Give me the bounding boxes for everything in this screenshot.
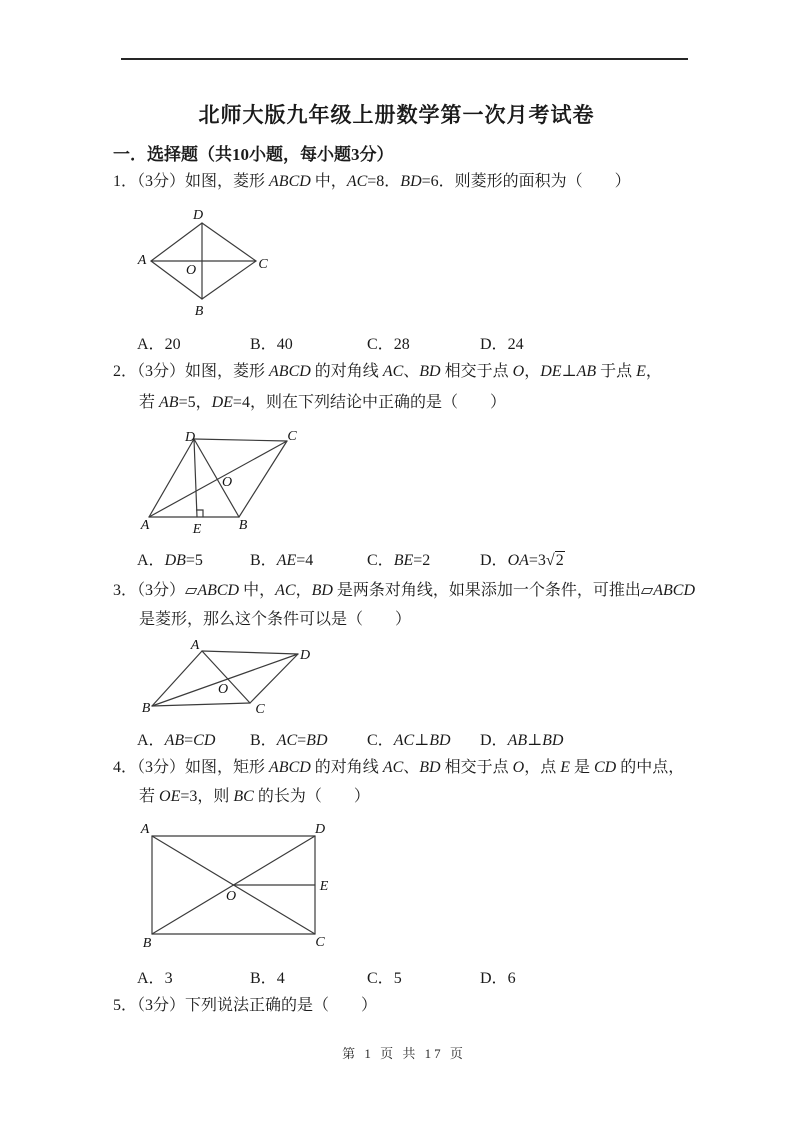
option-value: 4 bbox=[276, 970, 285, 987]
option-label: A． bbox=[137, 732, 165, 749]
question-3-option-b bbox=[250, 727, 328, 750]
option-value: AC⊥BD bbox=[393, 732, 451, 749]
svg-text:D: D bbox=[192, 208, 204, 223]
svg-text:A: A bbox=[137, 253, 147, 268]
question-4-figure-rectangle bbox=[140, 820, 335, 952]
question-4-text-line-2: 若 OE=3，则 BC 的长为（ ） bbox=[139, 788, 370, 805]
question-4-option-c bbox=[367, 965, 402, 988]
svg-text:O: O bbox=[225, 889, 237, 904]
option-value: DB=5 bbox=[164, 552, 203, 569]
question-1-text-line-1: 1．（3分）如图，菱形 ABCD 中，AC=8．BD=6．则菱形的面积为（ ） bbox=[113, 173, 631, 190]
question-4-option-b bbox=[250, 965, 285, 988]
question-2-option-d bbox=[480, 547, 565, 570]
svg-text:O: O bbox=[221, 475, 233, 490]
svg-text:A: A bbox=[190, 638, 200, 653]
question-4-option-d bbox=[480, 965, 516, 988]
option-value: 20 bbox=[164, 336, 181, 353]
option-value: BE=2 bbox=[393, 552, 431, 569]
option-label: B． bbox=[250, 970, 277, 987]
question-4-text-line-1: 4．（3分）如图，矩形 ABCD 的对角线 AC、BD 相交于点 O，点 E 是 CD 的中点， bbox=[113, 759, 685, 776]
option-label: D． bbox=[480, 552, 508, 569]
svg-text:B: B bbox=[141, 701, 151, 716]
question-1-option-a bbox=[137, 331, 181, 354]
question-2-options bbox=[137, 547, 737, 569]
option-label: C． bbox=[367, 732, 394, 749]
option-value: AB=CD bbox=[164, 732, 216, 749]
svg-text:D: D bbox=[314, 822, 326, 837]
svg-text:C: C bbox=[255, 702, 265, 717]
question-4-option-a bbox=[137, 965, 173, 988]
question-1-option-c bbox=[367, 331, 410, 354]
question-1-options bbox=[137, 331, 737, 353]
question-3-figure-parallelogram bbox=[140, 640, 316, 720]
option-value: 24 bbox=[507, 336, 524, 353]
svg-text:A: A bbox=[140, 822, 150, 837]
header-rule bbox=[121, 58, 688, 60]
option-value: 5 bbox=[393, 970, 402, 987]
svg-text:A: A bbox=[140, 518, 150, 533]
question-5-text-line-1: 5．（3分）下列说法正确的是（ ） bbox=[113, 997, 378, 1014]
option-label: A． bbox=[137, 970, 165, 987]
question-2-text-line-1: 2．（3分）如图，菱形 ABCD 的对角线 AC、BD 相交于点 O，DE⊥AB 于点 E， bbox=[113, 363, 662, 380]
option-value: 3 bbox=[164, 970, 173, 987]
option-value: AE=4 bbox=[276, 552, 314, 569]
option-label: D． bbox=[480, 732, 508, 749]
svg-text:E: E bbox=[192, 522, 202, 537]
page-footer: 第 1 页 共 17 页 bbox=[342, 1046, 466, 1061]
question-1-option-b bbox=[250, 331, 293, 354]
question-3-options bbox=[137, 727, 737, 749]
option-label: D． bbox=[480, 336, 508, 353]
option-value: AB⊥BD bbox=[507, 732, 564, 749]
option-label: C． bbox=[367, 970, 394, 987]
svg-text:D: D bbox=[299, 648, 311, 663]
option-label: C． bbox=[367, 336, 394, 353]
svg-text:C: C bbox=[287, 429, 297, 444]
svg-text:C: C bbox=[315, 935, 325, 950]
svg-text:E: E bbox=[319, 879, 329, 894]
question-2-option-c bbox=[367, 547, 430, 570]
question-3-option-c bbox=[367, 727, 451, 750]
question-3-text-line-2: 是菱形，那么这个条件可以是（ ） bbox=[139, 611, 412, 628]
option-value: 28 bbox=[393, 336, 410, 353]
exam-title: 北师大版九年级上册数学第一次月考试卷 bbox=[198, 103, 595, 127]
question-2-option-b bbox=[250, 547, 313, 570]
question-2-figure-rhombus-altitude bbox=[140, 428, 305, 540]
svg-text:B: B bbox=[142, 936, 152, 951]
svg-text:B: B bbox=[194, 304, 204, 319]
option-label: B． bbox=[250, 732, 277, 749]
option-value: AC=BD bbox=[276, 732, 328, 749]
question-4-options bbox=[137, 965, 737, 987]
option-value: 40 bbox=[276, 336, 293, 353]
option-label: A． bbox=[137, 552, 165, 569]
question-1-option-d bbox=[480, 331, 524, 354]
svg-text:B: B bbox=[238, 518, 248, 533]
question-1-figure-rhombus bbox=[136, 203, 276, 323]
option-label: D． bbox=[480, 970, 508, 987]
section-heading: 一．选择题（共10小题，每小题3分） bbox=[113, 145, 394, 164]
option-label: B． bbox=[250, 552, 277, 569]
svg-text:D: D bbox=[184, 430, 196, 445]
question-2-option-a bbox=[137, 547, 203, 570]
question-3-text-line-1: 3．（3分）▱ABCD 中，AC，BD 是两条对角线，如果添加一个条件，可推出▱ABCD bbox=[113, 582, 695, 599]
option-value: 6 bbox=[507, 970, 516, 987]
option-label: C． bbox=[367, 552, 394, 569]
option-label: A． bbox=[137, 336, 165, 353]
svg-text:O: O bbox=[217, 682, 229, 697]
svg-text:C: C bbox=[258, 257, 268, 272]
svg-text:O: O bbox=[185, 263, 197, 278]
question-2-text-line-2: 若 AB=5，DE=4，则在下列结论中正确的是（ ） bbox=[139, 394, 506, 411]
option-label: B． bbox=[250, 336, 277, 353]
question-3-option-d bbox=[480, 727, 563, 750]
question-3-option-a bbox=[137, 727, 215, 750]
option-value: OA=3√2 bbox=[507, 552, 564, 569]
